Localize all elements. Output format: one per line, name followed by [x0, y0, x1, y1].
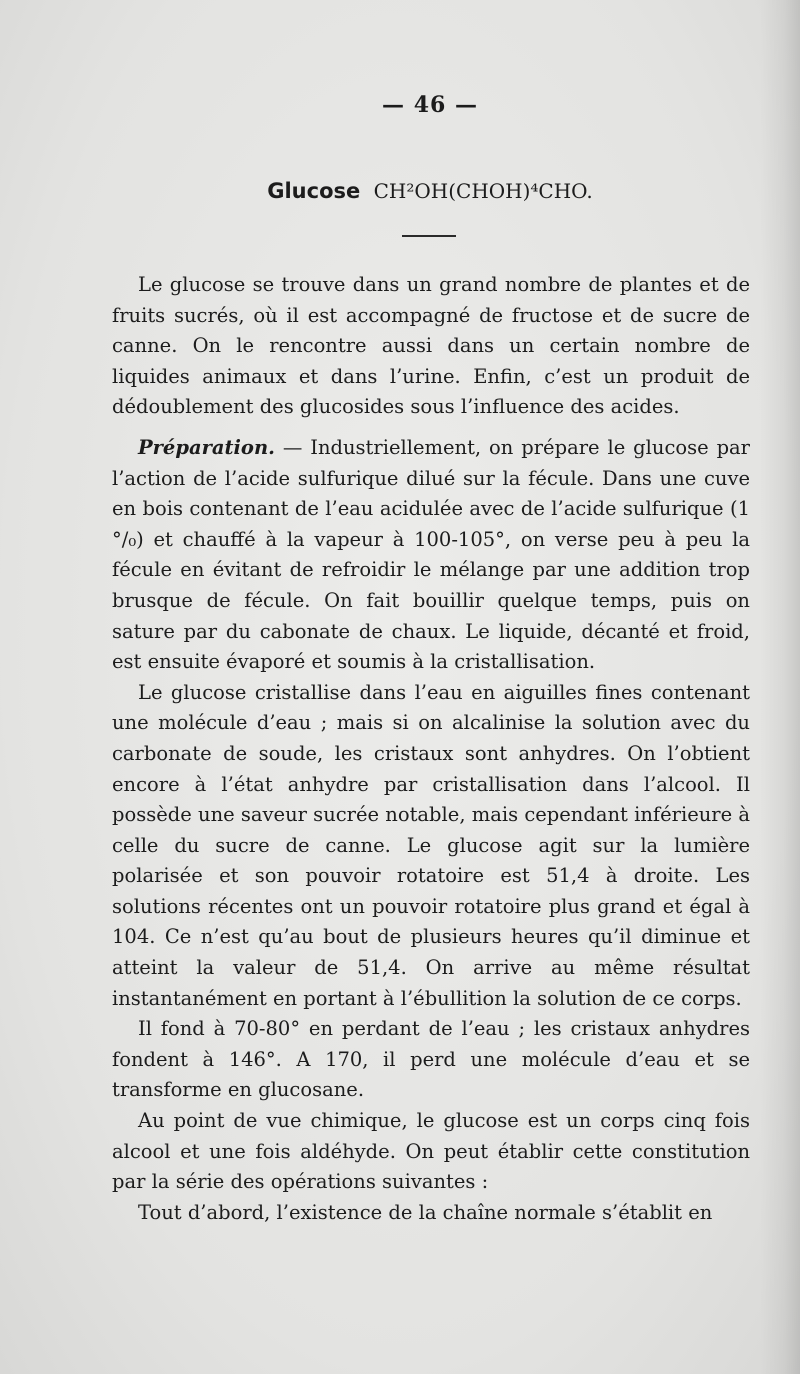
- paragraph-intro: Le glucose se trouve dans un grand nombre de plantes et de fruits sucrés, où il est accompagné de fructose et de sucre de canne. On le rencontre aussi dans un certain nombre de liquides animaux et dans l’urine. Enfin, c’est un produit de dédoublement des glucosides sous l’influence des acides.: [112, 273, 750, 419]
- body-text: [112, 270, 750, 1228]
- title-formula: CH²OH(CHOH)⁴CHO.: [373, 179, 593, 203]
- paragraph-preparation: [112, 433, 750, 678]
- page-number: — 46 —: [382, 92, 478, 118]
- paragraph-chain: Tout d’abord, l’existence de la chaîne normale s’établit en: [138, 1200, 713, 1224]
- paragraph-melting: Il fond à 70-80° en perdant de l’eau ; les cristaux anhydres fondent à 146°. A 170, il perd une molécule d’eau et se transforme en glucosane.: [112, 1017, 750, 1102]
- preparation-heading: Préparation.: [138, 435, 275, 459]
- preparation-text: — Industriellement, on prépare le glucose par l’action de l’acide sulfurique dilué sur la fécule. Dans une cuve en bois contenant de l’eau acidulée avec de l’acide sulfurique (1 °/₀) et chauffé à la vapeur à 100-105°, on verse peu à peu la fécule en évitant de refroidir le mélange par une addition trop brusque de fécule. On fait bouillir quelque temps, puis on sature par du cabonate de chaux. Le liquide, décanté et froid, est ensuite évaporé et soumis à la cristallisation.: [112, 435, 750, 674]
- title-rule: [402, 235, 456, 237]
- paragraph-crystallisation: Le glucose cristallise dans l’eau en aiguilles fines contenant une molécule d’eau ; mais si on alcalinise la solution avec du carbonate de soude, les cristaux sont anhydres. On l’obtient encore à l’état anhydre par cristallisation dans l’alcool. Il possède une saveur sucrée notable, mais cependant inférieure à celle du sucre de canne. Le glucose agit sur la lumière polarisée et son pouvoir rotatoire est 51,4 à droite. Les solutions récentes ont un pouvoir rotatoire plus grand et égal à 104. Ce n’est qu’au bout de plusieurs heures qu’il diminue et atteint la valeur de 51,4. On arrive au même résultat instantanément en portant à l’ébullition la solution de ce corps.: [112, 680, 750, 1010]
- section-title: [0, 179, 800, 203]
- title-word: Glucose: [267, 179, 361, 203]
- paragraph-chemistry: Au point de vue chimique, le glucose est un corps cinq fois alcool et une fois aldéhyde. On peut établir cette constitution par la série des opérations suivantes :: [112, 1109, 750, 1194]
- page-edge-shadow: [760, 0, 800, 1374]
